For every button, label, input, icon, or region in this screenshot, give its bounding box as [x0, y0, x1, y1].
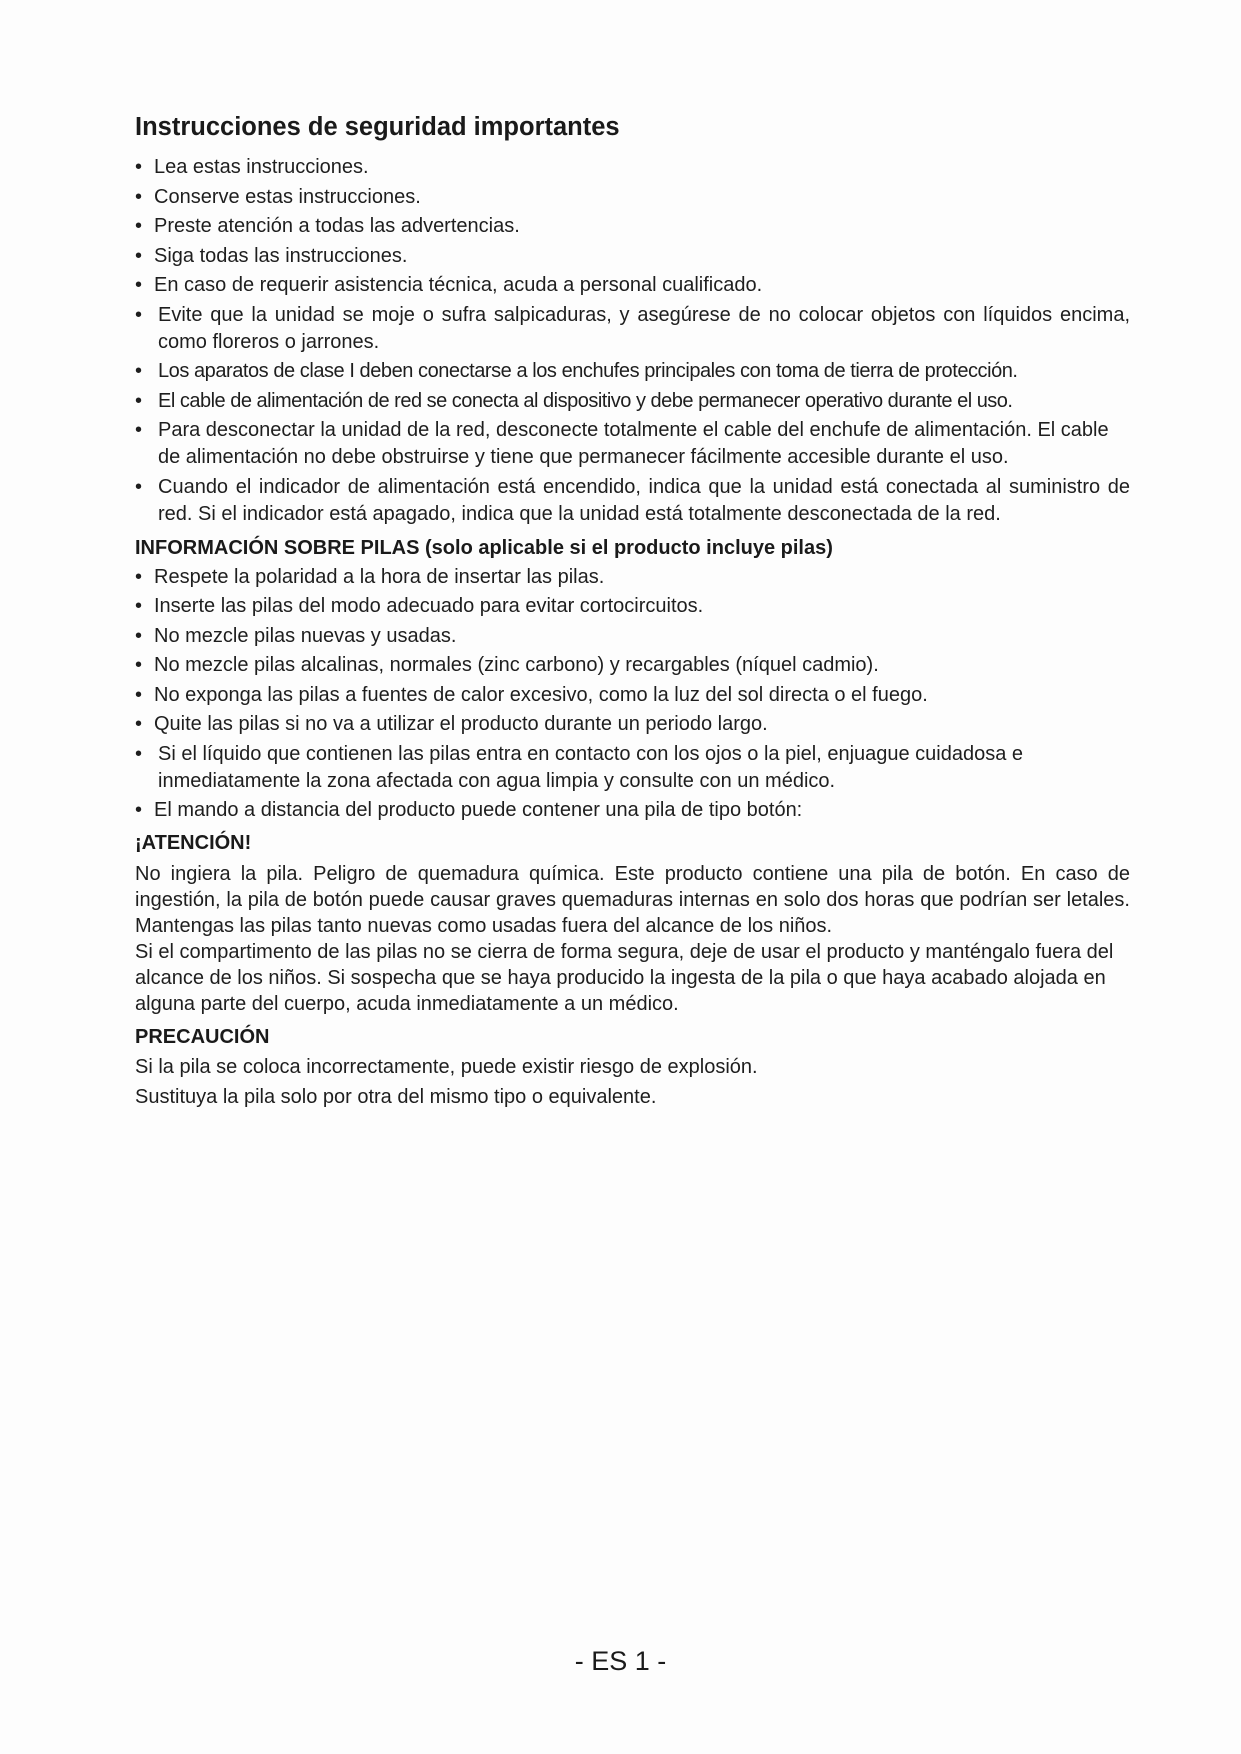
- list-item: • Evite que la unidad se moje o sufra salpicaduras, y asegúrese de no colocar objetos con líquidos encima, como floreros o jarrones.: [135, 303, 1130, 353]
- bullet-icon: •: [135, 683, 143, 706]
- bullet-icon: •: [135, 742, 143, 765]
- bullet-icon: •: [135, 303, 143, 326]
- bullet-icon: •: [135, 565, 143, 588]
- bullet-icon: •: [135, 244, 143, 267]
- list-item: • Conserve estas instrucciones.: [135, 184, 1130, 211]
- list-item: • No mezcle pilas alcalinas, normales (zinc carbono) y recargables (níquel cadmio).: [135, 652, 1130, 679]
- page-number: - ES 1 -: [574, 1646, 667, 1676]
- bullet-icon: •: [135, 156, 143, 178]
- bullet-icon: •: [135, 799, 143, 821]
- page-content: [135, 112, 1130, 1114]
- list-item: • Preste atención a todas las advertencias.: [135, 213, 1130, 240]
- bullet-icon: •: [135, 215, 143, 237]
- list-item: • Quite las pilas si no va a utilizar el producto durante un periodo largo.: [135, 711, 1130, 738]
- safety-list: [135, 154, 1130, 528]
- warning-heading: ¡ATENCIÓN!: [135, 832, 252, 854]
- bullet-icon: •: [135, 713, 143, 735]
- bullet-icon: •: [135, 595, 143, 617]
- list-item: • Inserte las pilas del modo adecuado para evitar cortocircuitos.: [135, 593, 1130, 620]
- list-item: • El cable de alimentación de red se conecta al dispositivo y debe permanecer operativo durante el uso.: [135, 388, 1130, 415]
- bullet-icon: •: [135, 654, 143, 676]
- warning-paragraph: Si el compartimento de las pilas no se cierra de forma segura, deje de usar el producto y manténgalo fuera del alcance de los niños. Si sospecha que se haya producido la ingesta de la pila o que haya acabado alojada en alguna parte del cuerpo, acuda inmediatamente a un médico.: [135, 941, 1114, 1015]
- page-title: Instrucciones de seguridad importantes: [135, 113, 620, 141]
- bullet-icon: •: [135, 475, 143, 498]
- bullet-icon: •: [135, 274, 143, 296]
- list-item: • Respete la polaridad a la hora de insertar las pilas.: [135, 564, 1130, 591]
- list-item: • No mezcle pilas nuevas y usadas.: [135, 623, 1130, 650]
- caution-heading: PRECAUCIÓN: [135, 1026, 270, 1048]
- list-item: • Para desconectar la unidad de la red, desconecte totalmente el cable del enchufe de alimentación. El cable de alimentación no debe obstruirse y tiene que permanecer fácilmente accesible durante el uso.: [135, 419, 1109, 468]
- battery-info-heading: INFORMACIÓN SOBRE PILAS (solo aplicable si el producto incluye pilas): [135, 536, 833, 559]
- list-item: • El mando a distancia del producto puede contener una pila de tipo botón:: [135, 797, 1130, 824]
- list-item: • Siga todas las instrucciones.: [135, 243, 1130, 270]
- battery-list: [135, 564, 1130, 825]
- list-item: • No exponga las pilas a fuentes de calor excesivo, como la luz del sol directa o el fuego.: [135, 682, 1130, 709]
- bullet-icon: •: [135, 419, 143, 441]
- list-item: • Si el líquido que contienen las pilas entra en contacto con los ojos o la piel, enjuague cuidadosa e inmediatamente la zona afectada con agua limpia y consulte con un médico.: [135, 742, 1024, 792]
- caution-line: Sustituya la pila solo por otra del mismo tipo o equivalente.: [135, 1086, 657, 1108]
- bullet-icon: •: [135, 185, 143, 208]
- list-item: • Los aparatos de clase I deben conectarse a los enchufes principales con toma de tierra de protección.: [135, 358, 1130, 385]
- list-item: • En caso de requerir asistencia técnica, acuda a personal cualificado.: [135, 272, 1130, 299]
- caution-line: Si la pila se coloca incorrectamente, puede existir riesgo de explosión.: [135, 1056, 758, 1078]
- list-item: • Cuando el indicador de alimentación está encendido, indica que la unidad está conectada al suministro de red. Si el indicador está apagado, indica que la unidad está totalmente desconectada de la red.: [135, 475, 1130, 525]
- warning-paragraph: No ingiera la pila. Peligro de quemadura química. Este producto contiene una pila de botón. En caso de ingestión, la pila de botón puede causar graves quemaduras internas en solo dos horas que podrían ser letales. Mantengas las pilas tanto nuevas como usadas fuera del alcance de los niños.: [135, 863, 1130, 937]
- bullet-icon: •: [135, 624, 143, 647]
- bullet-icon: •: [135, 360, 142, 382]
- bullet-icon: •: [135, 389, 142, 412]
- list-item: • Lea estas instrucciones.: [135, 154, 1130, 181]
